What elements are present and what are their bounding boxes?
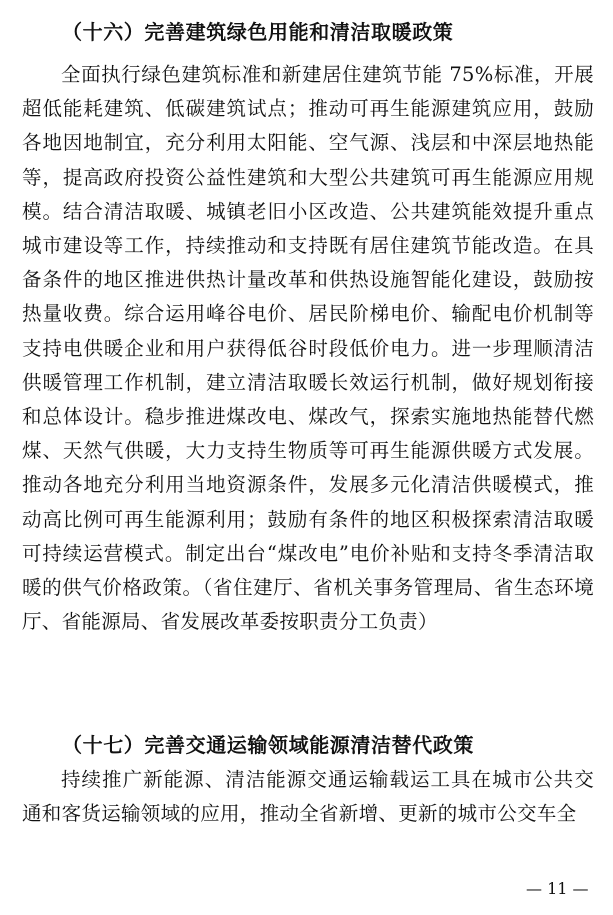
page-number: — 11 —: [526, 879, 589, 898]
section-16-body: 全面执行绿色建筑标准和新建居住建筑节能 75%标准，开展超低能耗建筑、低碳建筑试点；推动可再生能源建筑应用，鼓励各地因地制宜，充分利用太阳能、空气源、浅层和中深层地热能等，提高政府投资公益性建筑和大型公共建筑可再生能源应用规模。结合清洁取暖、城镇老旧小区改造、公共建筑能效提升重点城市建设等工作，持续推动和支持既有居住建筑节能改造。在具备条件的地区推进供热计量改革和供热设施智能化建设，鼓励按热量收费。综合运用峰谷电价、居民阶梯电价、输配电价机制等支持电供暖企业和用户获得低谷时段低价电力。进一步理顺清洁供暖管理工作机制，建立清洁取暖长效运行机制，做好规划衔接和总体设计。稳步推进煤改电、煤改气，探索实施地热能替代燃煤、天然气供暖，大力支持生物质等可再生能源供暖方式发展。推动各地充分利用当地资源条件，发展多元化清洁供暖模式，推动高比例可再生能源利用；鼓励有条件的地区积极探索清洁取暖可持续运营模式。制定出台“煤改电”电价补贴和支持冬季清洁取暖的供气价格政策。（省住建厅、省机关事务管理局、省生态环境厅、省能源局、省发展改革委按职责分工负责）: [22, 63, 594, 634]
section-16-heading: （十六）完善建筑绿色用能和清洁取暖政策: [62, 20, 454, 44]
section-17-body: 持续推广新能源、清洁能源交通运输载运工具在城市公共交通和客货运输领域的应用，推动全省新增、更新的城市公交车全: [22, 768, 594, 826]
section-17-heading: （十七）完善交通运输领域能源清洁替代政策: [62, 733, 474, 757]
